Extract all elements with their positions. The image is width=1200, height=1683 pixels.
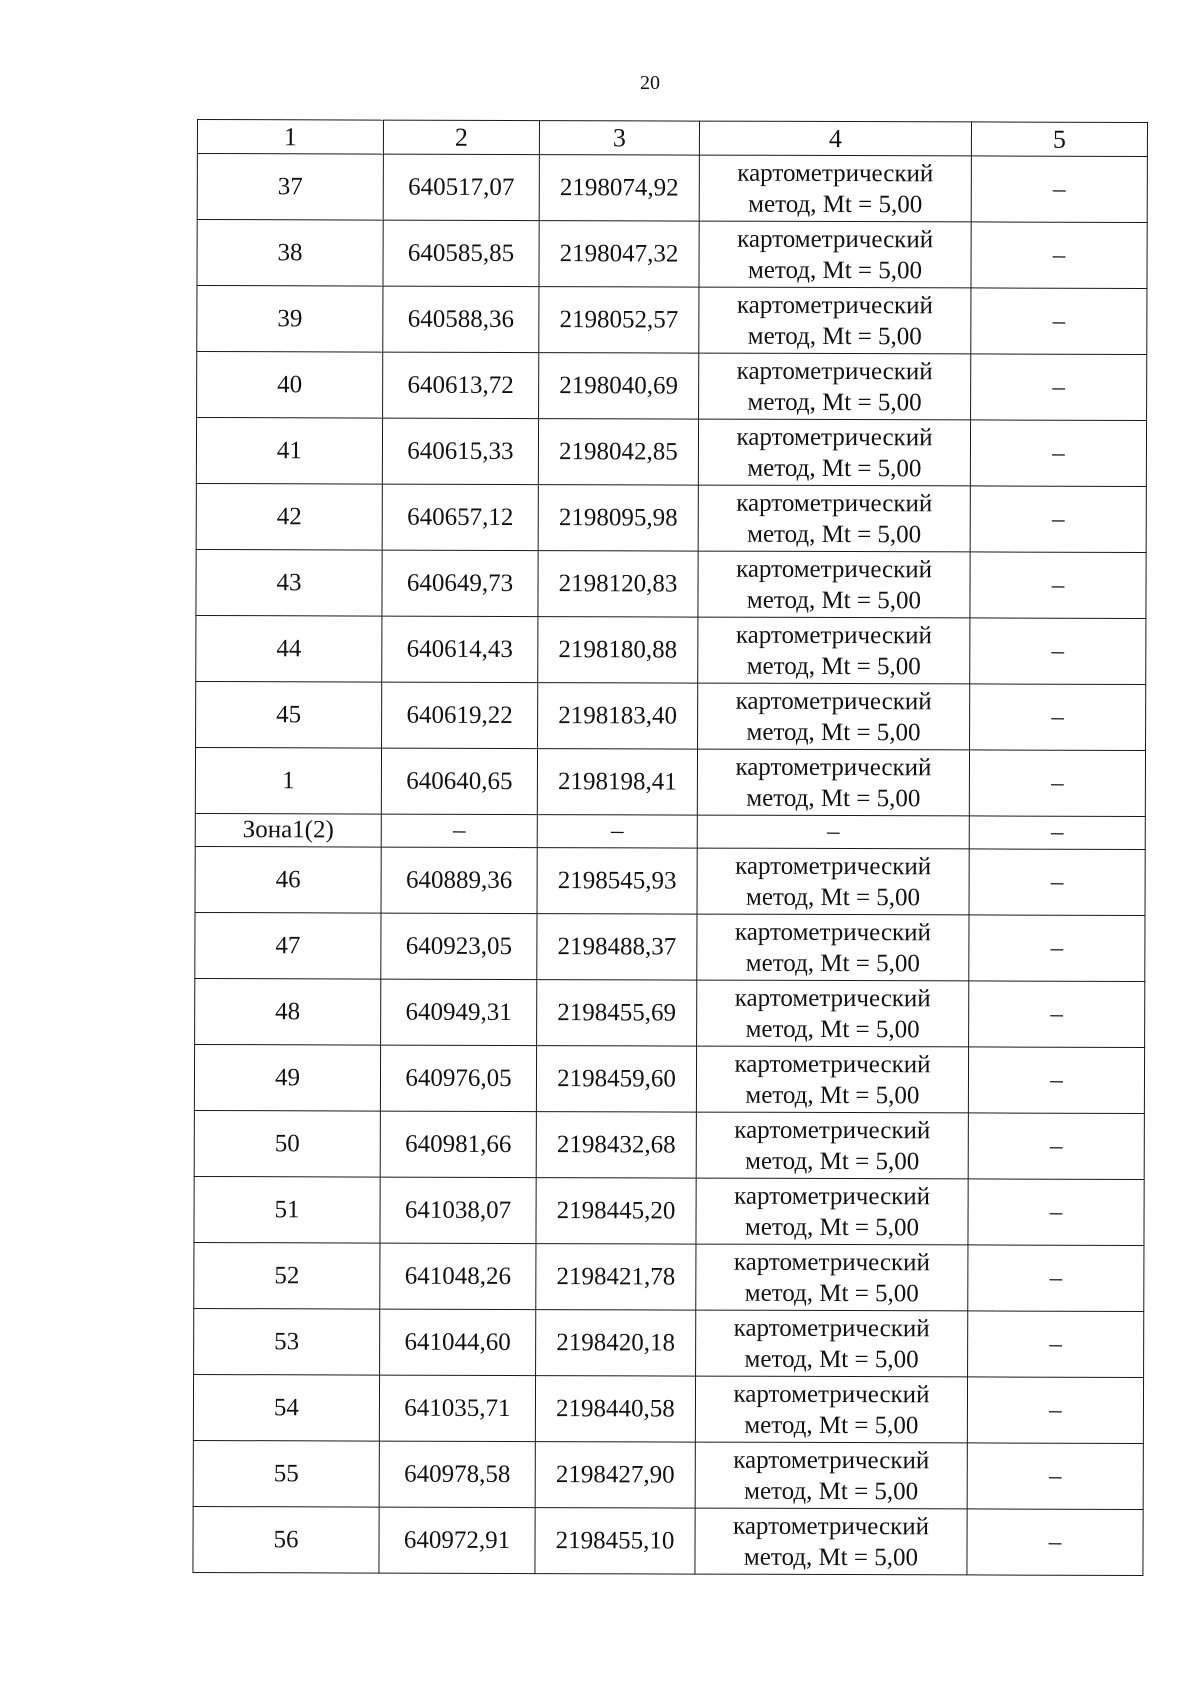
x-coordinate-cell: 640923,05 bbox=[381, 913, 537, 979]
method-line-1: картометрический bbox=[735, 753, 932, 781]
y-coordinate-cell: 2198440,58 bbox=[535, 1376, 695, 1443]
method-cell: – bbox=[697, 815, 969, 849]
method-line-2: метод, Mt = 5,00 bbox=[746, 652, 921, 680]
method-line-1: картометрический bbox=[734, 984, 931, 1012]
method-line-1: картометрический bbox=[737, 159, 934, 187]
method-line-2: метод, Mt = 5,00 bbox=[748, 190, 923, 218]
point-number-cell: 43 bbox=[196, 549, 382, 616]
table-row bbox=[197, 286, 1147, 355]
note-cell: – bbox=[967, 1509, 1143, 1576]
table-row bbox=[194, 1308, 1144, 1377]
method-line-1: картометрический bbox=[735, 852, 932, 880]
x-coordinate-cell: 641044,60 bbox=[380, 1309, 536, 1375]
table-row bbox=[196, 615, 1146, 684]
x-coordinate-cell: 640613,72 bbox=[383, 352, 539, 418]
method-cell bbox=[696, 1310, 968, 1377]
table-row bbox=[193, 1440, 1143, 1509]
y-coordinate-cell: 2198074,92 bbox=[539, 155, 699, 222]
method-cell bbox=[699, 155, 971, 222]
table-row bbox=[197, 154, 1147, 223]
table-row bbox=[193, 1506, 1143, 1575]
method-cell bbox=[695, 1508, 967, 1575]
x-coordinate-cell: 641038,07 bbox=[380, 1177, 536, 1243]
point-number-cell: 50 bbox=[194, 1110, 380, 1177]
x-coordinate-cell: 640588,36 bbox=[383, 286, 539, 352]
method-cell bbox=[697, 848, 969, 915]
method-line-1: картометрический bbox=[735, 621, 932, 649]
note-cell: – bbox=[969, 849, 1145, 916]
method-line-1: картометрический bbox=[736, 489, 933, 517]
method-line-1: картометрический bbox=[735, 687, 932, 715]
method-line-2: метод, Mt = 5,00 bbox=[744, 1411, 919, 1439]
point-number-cell: 53 bbox=[194, 1308, 380, 1375]
note-cell: – bbox=[970, 552, 1146, 619]
y-coordinate-cell: 2198427,90 bbox=[535, 1442, 695, 1509]
table-row bbox=[194, 1044, 1144, 1113]
method-line-1: картометрический bbox=[736, 555, 933, 583]
method-line-2: метод, Mt = 5,00 bbox=[743, 1543, 919, 1571]
x-coordinate-cell: 640585,85 bbox=[383, 220, 539, 286]
y-coordinate-cell: 2198042,85 bbox=[538, 419, 698, 486]
point-number-cell: 55 bbox=[193, 1440, 379, 1507]
note-cell: – bbox=[971, 354, 1147, 421]
method-line-2: метод, Mt = 5,00 bbox=[747, 454, 922, 482]
x-coordinate-cell: – bbox=[381, 814, 537, 847]
note-cell: – bbox=[967, 1443, 1143, 1510]
method-line-1: картометрический bbox=[733, 1512, 930, 1540]
x-coordinate-cell: 640657,12 bbox=[382, 484, 538, 550]
note-cell: – bbox=[971, 222, 1147, 289]
method-line-1: картометрический bbox=[736, 423, 933, 451]
method-line-2: метод, Mt = 5,00 bbox=[744, 1279, 919, 1307]
method-cell bbox=[699, 353, 971, 420]
y-coordinate-cell: 2198455,10 bbox=[535, 1508, 695, 1575]
x-coordinate-cell: 640649,73 bbox=[382, 550, 538, 616]
method-line-1: картометрический bbox=[734, 918, 931, 946]
method-line-2: метод, Mt = 5,00 bbox=[745, 1081, 920, 1109]
note-cell: – bbox=[970, 486, 1146, 553]
y-coordinate-cell: 2198198,41 bbox=[537, 749, 697, 816]
y-coordinate-cell: 2198052,57 bbox=[539, 287, 699, 354]
point-number-cell: 56 bbox=[193, 1506, 379, 1573]
y-coordinate-cell: 2198095,98 bbox=[538, 485, 698, 552]
point-number-cell: 47 bbox=[195, 912, 381, 979]
coordinates-table bbox=[192, 119, 1148, 1576]
y-coordinate-cell: 2198459,60 bbox=[536, 1046, 696, 1113]
y-coordinate-cell: 2198120,83 bbox=[538, 551, 698, 618]
y-coordinate-cell: 2198421,78 bbox=[536, 1244, 696, 1311]
method-cell bbox=[697, 749, 969, 816]
table-body bbox=[193, 154, 1147, 1576]
method-line-2: метод, Mt = 5,00 bbox=[744, 1345, 919, 1373]
method-cell bbox=[696, 1046, 968, 1113]
note-cell: – bbox=[969, 981, 1145, 1048]
point-number-cell: 42 bbox=[196, 483, 382, 550]
y-coordinate-cell: 2198432,68 bbox=[536, 1112, 696, 1179]
table-row bbox=[194, 1176, 1144, 1245]
zone-row bbox=[195, 813, 1145, 849]
method-line-1: картометрический bbox=[736, 357, 933, 385]
x-coordinate-cell: 640619,22 bbox=[382, 682, 538, 748]
method-cell bbox=[696, 1112, 968, 1179]
note-cell: – bbox=[968, 1245, 1144, 1312]
table-row bbox=[196, 418, 1146, 487]
column-header-2: 2 bbox=[383, 120, 539, 154]
method-cell bbox=[697, 914, 969, 981]
y-coordinate-cell: 2198488,37 bbox=[537, 914, 697, 981]
method-line-1: картометрический bbox=[733, 1446, 930, 1474]
point-number-cell: 38 bbox=[197, 220, 383, 287]
note-cell: – bbox=[970, 618, 1146, 685]
method-line-1: картометрический bbox=[734, 1182, 931, 1210]
x-coordinate-cell: 640976,05 bbox=[380, 1045, 536, 1111]
table-row bbox=[195, 978, 1145, 1047]
x-coordinate-cell: 640889,36 bbox=[381, 847, 537, 913]
table-row bbox=[195, 846, 1145, 915]
method-cell bbox=[698, 617, 970, 684]
method-line-2: метод, Mt = 5,00 bbox=[745, 1015, 920, 1043]
note-cell: – bbox=[968, 1047, 1144, 1114]
method-cell bbox=[695, 1376, 967, 1443]
table-row bbox=[197, 220, 1147, 289]
method-cell bbox=[698, 485, 970, 552]
note-cell: – bbox=[970, 420, 1146, 487]
point-number-cell: 39 bbox=[197, 286, 383, 353]
column-header-3: 3 bbox=[539, 121, 699, 156]
x-coordinate-cell: 640614,43 bbox=[382, 616, 538, 682]
method-line-2: метод, Mt = 5,00 bbox=[747, 322, 922, 350]
x-coordinate-cell: 641048,26 bbox=[380, 1243, 536, 1309]
method-line-1: картометрический bbox=[733, 1248, 930, 1276]
table-row bbox=[194, 1110, 1144, 1179]
point-number-cell: 46 bbox=[195, 846, 381, 913]
method-line-2: метод, Mt = 5,00 bbox=[747, 388, 922, 416]
note-cell: – bbox=[968, 1179, 1144, 1246]
table-row bbox=[195, 912, 1145, 981]
method-cell bbox=[695, 1442, 967, 1509]
method-cell bbox=[698, 551, 970, 618]
x-coordinate-cell: 640972,91 bbox=[379, 1507, 535, 1573]
method-line-1: картометрический bbox=[737, 225, 934, 253]
method-line-2: метод, Mt = 5,00 bbox=[746, 586, 922, 614]
zone-label-cell: Зона1(2) bbox=[195, 813, 381, 847]
x-coordinate-cell: 640949,31 bbox=[381, 979, 537, 1045]
method-line-2: метод, Mt = 5,00 bbox=[745, 883, 921, 911]
y-coordinate-cell: 2198047,32 bbox=[539, 221, 699, 288]
x-coordinate-cell: 640640,65 bbox=[381, 748, 537, 814]
y-coordinate-cell: 2198040,69 bbox=[539, 353, 699, 420]
y-coordinate-cell: 2198180,88 bbox=[538, 617, 698, 684]
table-row bbox=[194, 1242, 1144, 1311]
note-cell: – bbox=[969, 816, 1145, 850]
note-cell: – bbox=[969, 915, 1145, 982]
x-coordinate-cell: 640978,58 bbox=[379, 1441, 535, 1507]
point-number-cell: 1 bbox=[195, 747, 381, 814]
column-header-4: 4 bbox=[699, 121, 971, 156]
table-row bbox=[196, 681, 1146, 750]
method-line-1: картометрический bbox=[736, 291, 933, 319]
method-line-2: метод, Mt = 5,00 bbox=[747, 256, 923, 284]
method-cell bbox=[699, 221, 971, 288]
column-header-5: 5 bbox=[971, 122, 1147, 157]
method-line-1: картометрический bbox=[733, 1380, 930, 1408]
point-number-cell: 51 bbox=[194, 1176, 380, 1243]
method-cell bbox=[699, 287, 971, 354]
method-line-2: метод, Mt = 5,00 bbox=[744, 1477, 919, 1505]
table-row bbox=[197, 352, 1147, 421]
method-line-2: метод, Mt = 5,00 bbox=[747, 520, 922, 548]
point-number-cell: 52 bbox=[194, 1242, 380, 1309]
table-row bbox=[193, 1374, 1143, 1443]
method-cell bbox=[698, 683, 970, 750]
note-cell: – bbox=[971, 288, 1147, 355]
method-line-2: метод, Mt = 5,00 bbox=[745, 1147, 920, 1175]
table-header-row bbox=[197, 120, 1147, 157]
x-coordinate-cell: 641035,71 bbox=[379, 1375, 535, 1441]
method-cell bbox=[698, 419, 970, 486]
page-number: 20 bbox=[640, 72, 660, 94]
point-number-cell: 41 bbox=[196, 418, 382, 485]
note-cell: – bbox=[968, 1311, 1144, 1378]
method-cell bbox=[696, 1244, 968, 1311]
point-number-cell: 54 bbox=[193, 1374, 379, 1441]
method-cell bbox=[696, 1178, 968, 1245]
y-coordinate-cell: 2198420,18 bbox=[536, 1310, 696, 1377]
table-row bbox=[196, 549, 1146, 618]
point-number-cell: 40 bbox=[197, 352, 383, 419]
x-coordinate-cell: 640615,33 bbox=[382, 418, 538, 484]
method-line-2: метод, Mt = 5,00 bbox=[745, 949, 920, 977]
point-number-cell: 49 bbox=[194, 1044, 380, 1111]
note-cell: – bbox=[967, 1377, 1143, 1444]
y-coordinate-cell: 2198445,20 bbox=[536, 1178, 696, 1245]
point-number-cell: 48 bbox=[195, 978, 381, 1045]
column-header-1: 1 bbox=[197, 120, 383, 155]
point-number-cell: 44 bbox=[196, 615, 382, 682]
note-cell: – bbox=[968, 1113, 1144, 1180]
method-line-2: метод, Mt = 5,00 bbox=[746, 718, 921, 746]
x-coordinate-cell: 640981,66 bbox=[380, 1111, 536, 1177]
point-number-cell: 45 bbox=[196, 681, 382, 748]
y-coordinate-cell: 2198455,69 bbox=[537, 980, 697, 1047]
note-cell: – bbox=[969, 750, 1145, 817]
note-cell: – bbox=[970, 684, 1146, 751]
method-line-1: картометрический bbox=[733, 1314, 930, 1342]
y-coordinate-cell: 2198183,40 bbox=[538, 683, 698, 750]
point-number-cell: 37 bbox=[197, 154, 383, 221]
x-coordinate-cell: 640517,07 bbox=[383, 154, 539, 220]
y-coordinate-cell: – bbox=[537, 815, 697, 849]
method-line-1: картометрический bbox=[734, 1050, 931, 1078]
table-row bbox=[195, 747, 1145, 816]
note-cell: – bbox=[971, 156, 1147, 223]
table-row bbox=[196, 483, 1146, 552]
method-line-2: метод, Mt = 5,00 bbox=[744, 1213, 920, 1241]
method-line-2: метод, Mt = 5,00 bbox=[746, 784, 921, 812]
method-cell bbox=[697, 980, 969, 1047]
method-line-1: картометрический bbox=[734, 1116, 931, 1144]
y-coordinate-cell: 2198545,93 bbox=[537, 848, 697, 915]
